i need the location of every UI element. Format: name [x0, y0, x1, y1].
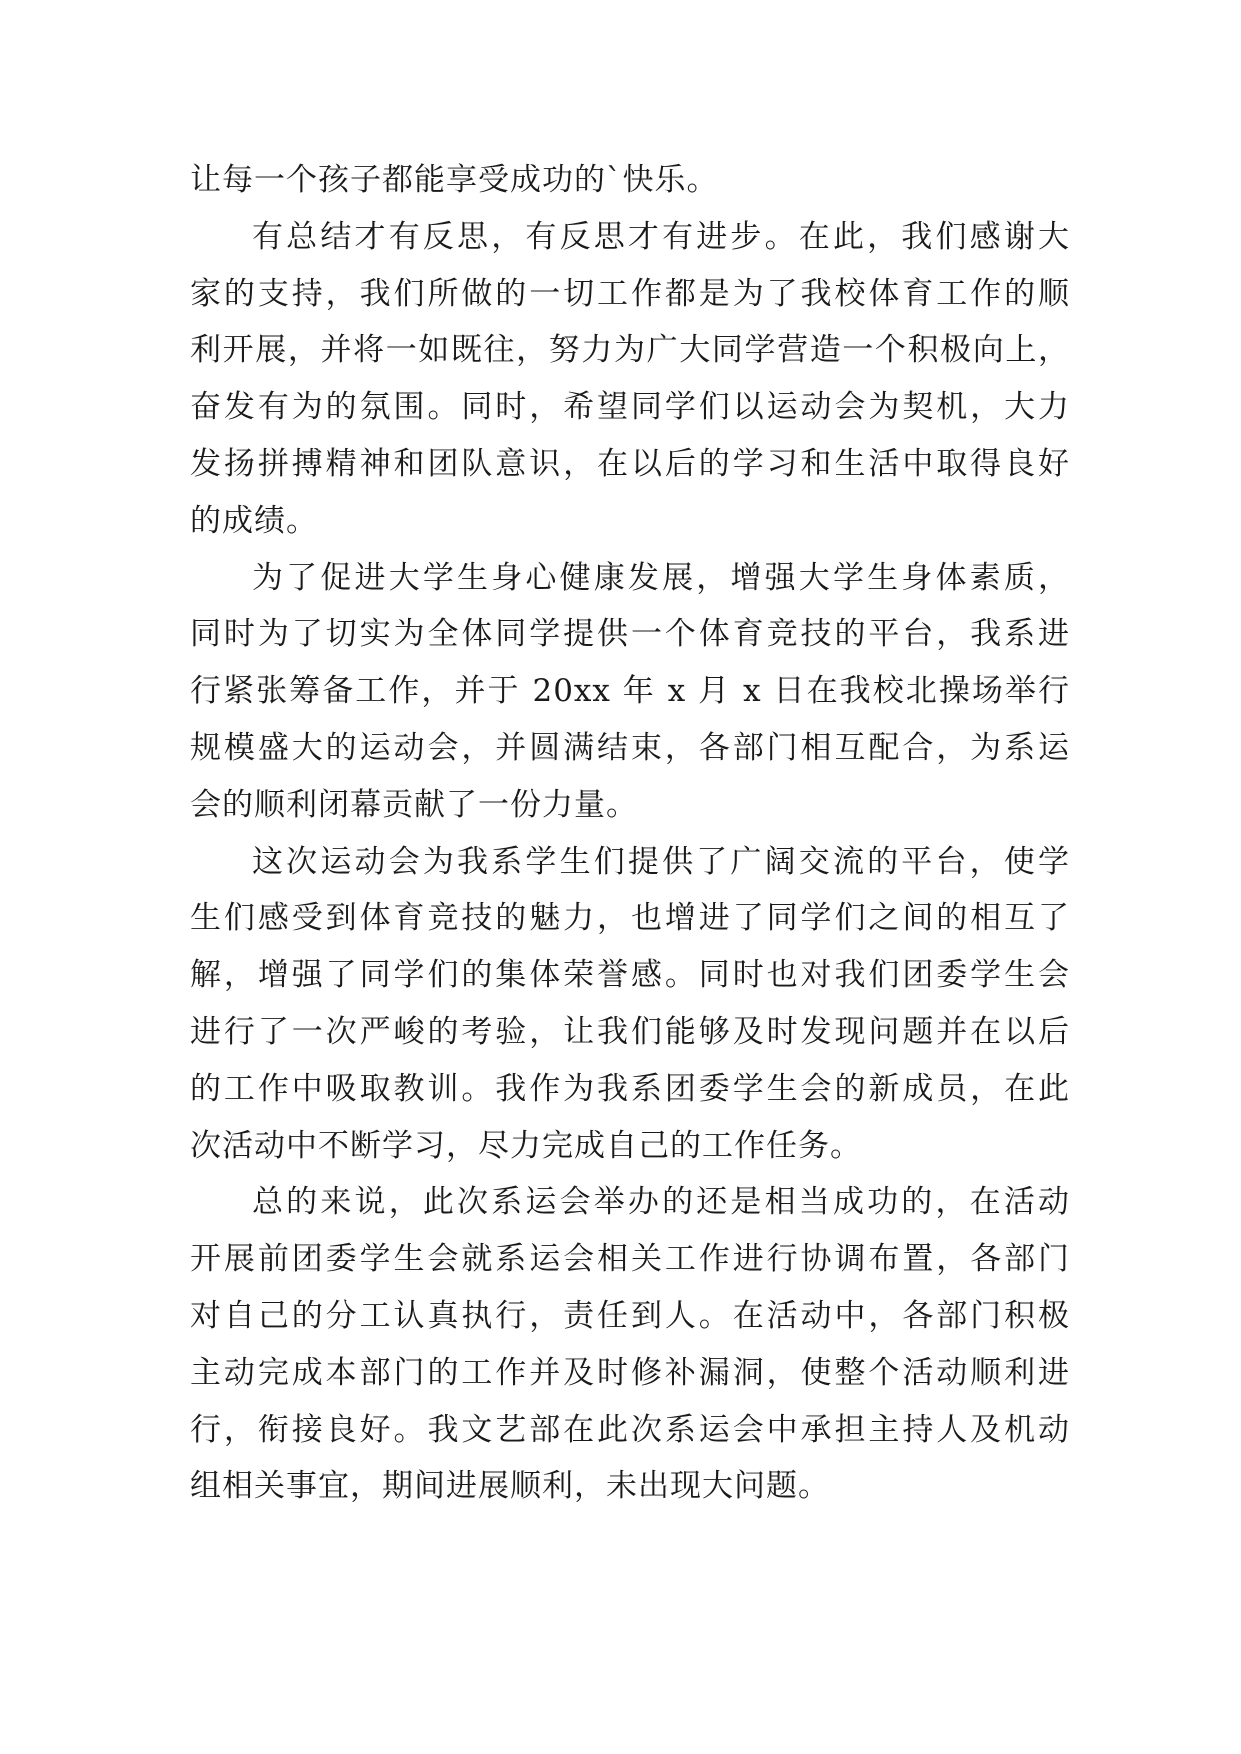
paragraph-3-line-1: 生们感受到体育竞技的魅力，也增进了同学们之间的相互了 — [190, 900, 1070, 937]
paragraph-2-line-2: 行紧张筹备工作，并于 20xx 年 x 月 x 日在我校北操场举行 — [190, 673, 1070, 710]
paragraph-0-line-0: 让每一个孩子都能享受成功的`快乐。 — [190, 162, 719, 198]
paragraph-1-line-3: 奋发有为的氛围。同时，希望同学们以运动会为契机，大力 — [190, 389, 1070, 426]
paragraph-4-line-4: 行，衔接良好。我文艺部在此次系运会中承担主持人及机动 — [190, 1411, 1070, 1448]
paragraph-4-line-0: 总的来说，此次系运会举办的还是相当成功的，在活动 — [252, 1184, 1070, 1221]
paragraph-2-line-4: 会的顺利闭幕贡献了一份力量。 — [190, 786, 638, 823]
paragraph-1-line-1: 家的支持，我们所做的一切工作都是为了我校体育工作的顺 — [190, 275, 1070, 312]
paragraph-2-line-3: 规模盛大的运动会，并圆满结束，各部门相互配合，为系运 — [190, 729, 1070, 766]
paragraph-1-line-4: 发扬拼搏精神和团队意识，在以后的学习和生活中取得良好 — [190, 445, 1070, 482]
paragraph-1-line-5: 的成绩。 — [190, 502, 318, 539]
paragraph-3-line-5: 次活动中不断学习，尽力完成自己的工作任务。 — [190, 1127, 862, 1164]
paragraph-3-line-4: 的工作中吸取教训。我作为我系团委学生会的新成员，在此 — [190, 1070, 1070, 1107]
paragraph-4-line-3: 主动完成本部门的工作并及时修补漏洞，使整个活动顺利进 — [190, 1354, 1070, 1391]
paragraph-3-line-2: 解，增强了同学们的集体荣誉感。同时也对我们团委学生会 — [190, 957, 1070, 994]
paragraph-4-line-1: 开展前团委学生会就系运会相关工作进行协调布置，各部门 — [190, 1241, 1070, 1278]
paragraph-2-line-1: 同时为了切实为全体同学提供一个体育竞技的平台，我系进 — [190, 616, 1070, 653]
document-body — [190, 152, 1070, 1515]
paragraph-2-line-0: 为了促进大学生身心健康发展，增强大学生身体素质， — [252, 559, 1070, 596]
paragraph-3-line-0: 这次运动会为我系学生们提供了广阔交流的平台，使学 — [252, 843, 1070, 880]
paragraph-1-line-2: 利开展，并将一如既往，努力为广大同学营造一个积极向上， — [190, 332, 1070, 369]
paragraph-4-line-5: 组相关事宜，期间进展顺利，未出现大问题。 — [190, 1468, 830, 1505]
paragraph-4-line-2: 对自己的分工认真执行，责任到人。在活动中，各部门积极 — [190, 1297, 1070, 1334]
paragraph-1-line-0: 有总结才有反思，有反思才有进步。在此，我们感谢大 — [252, 218, 1070, 255]
paragraph-3-line-3: 进行了一次严峻的考验，让我们能够及时发现问题并在以后 — [190, 1013, 1070, 1050]
